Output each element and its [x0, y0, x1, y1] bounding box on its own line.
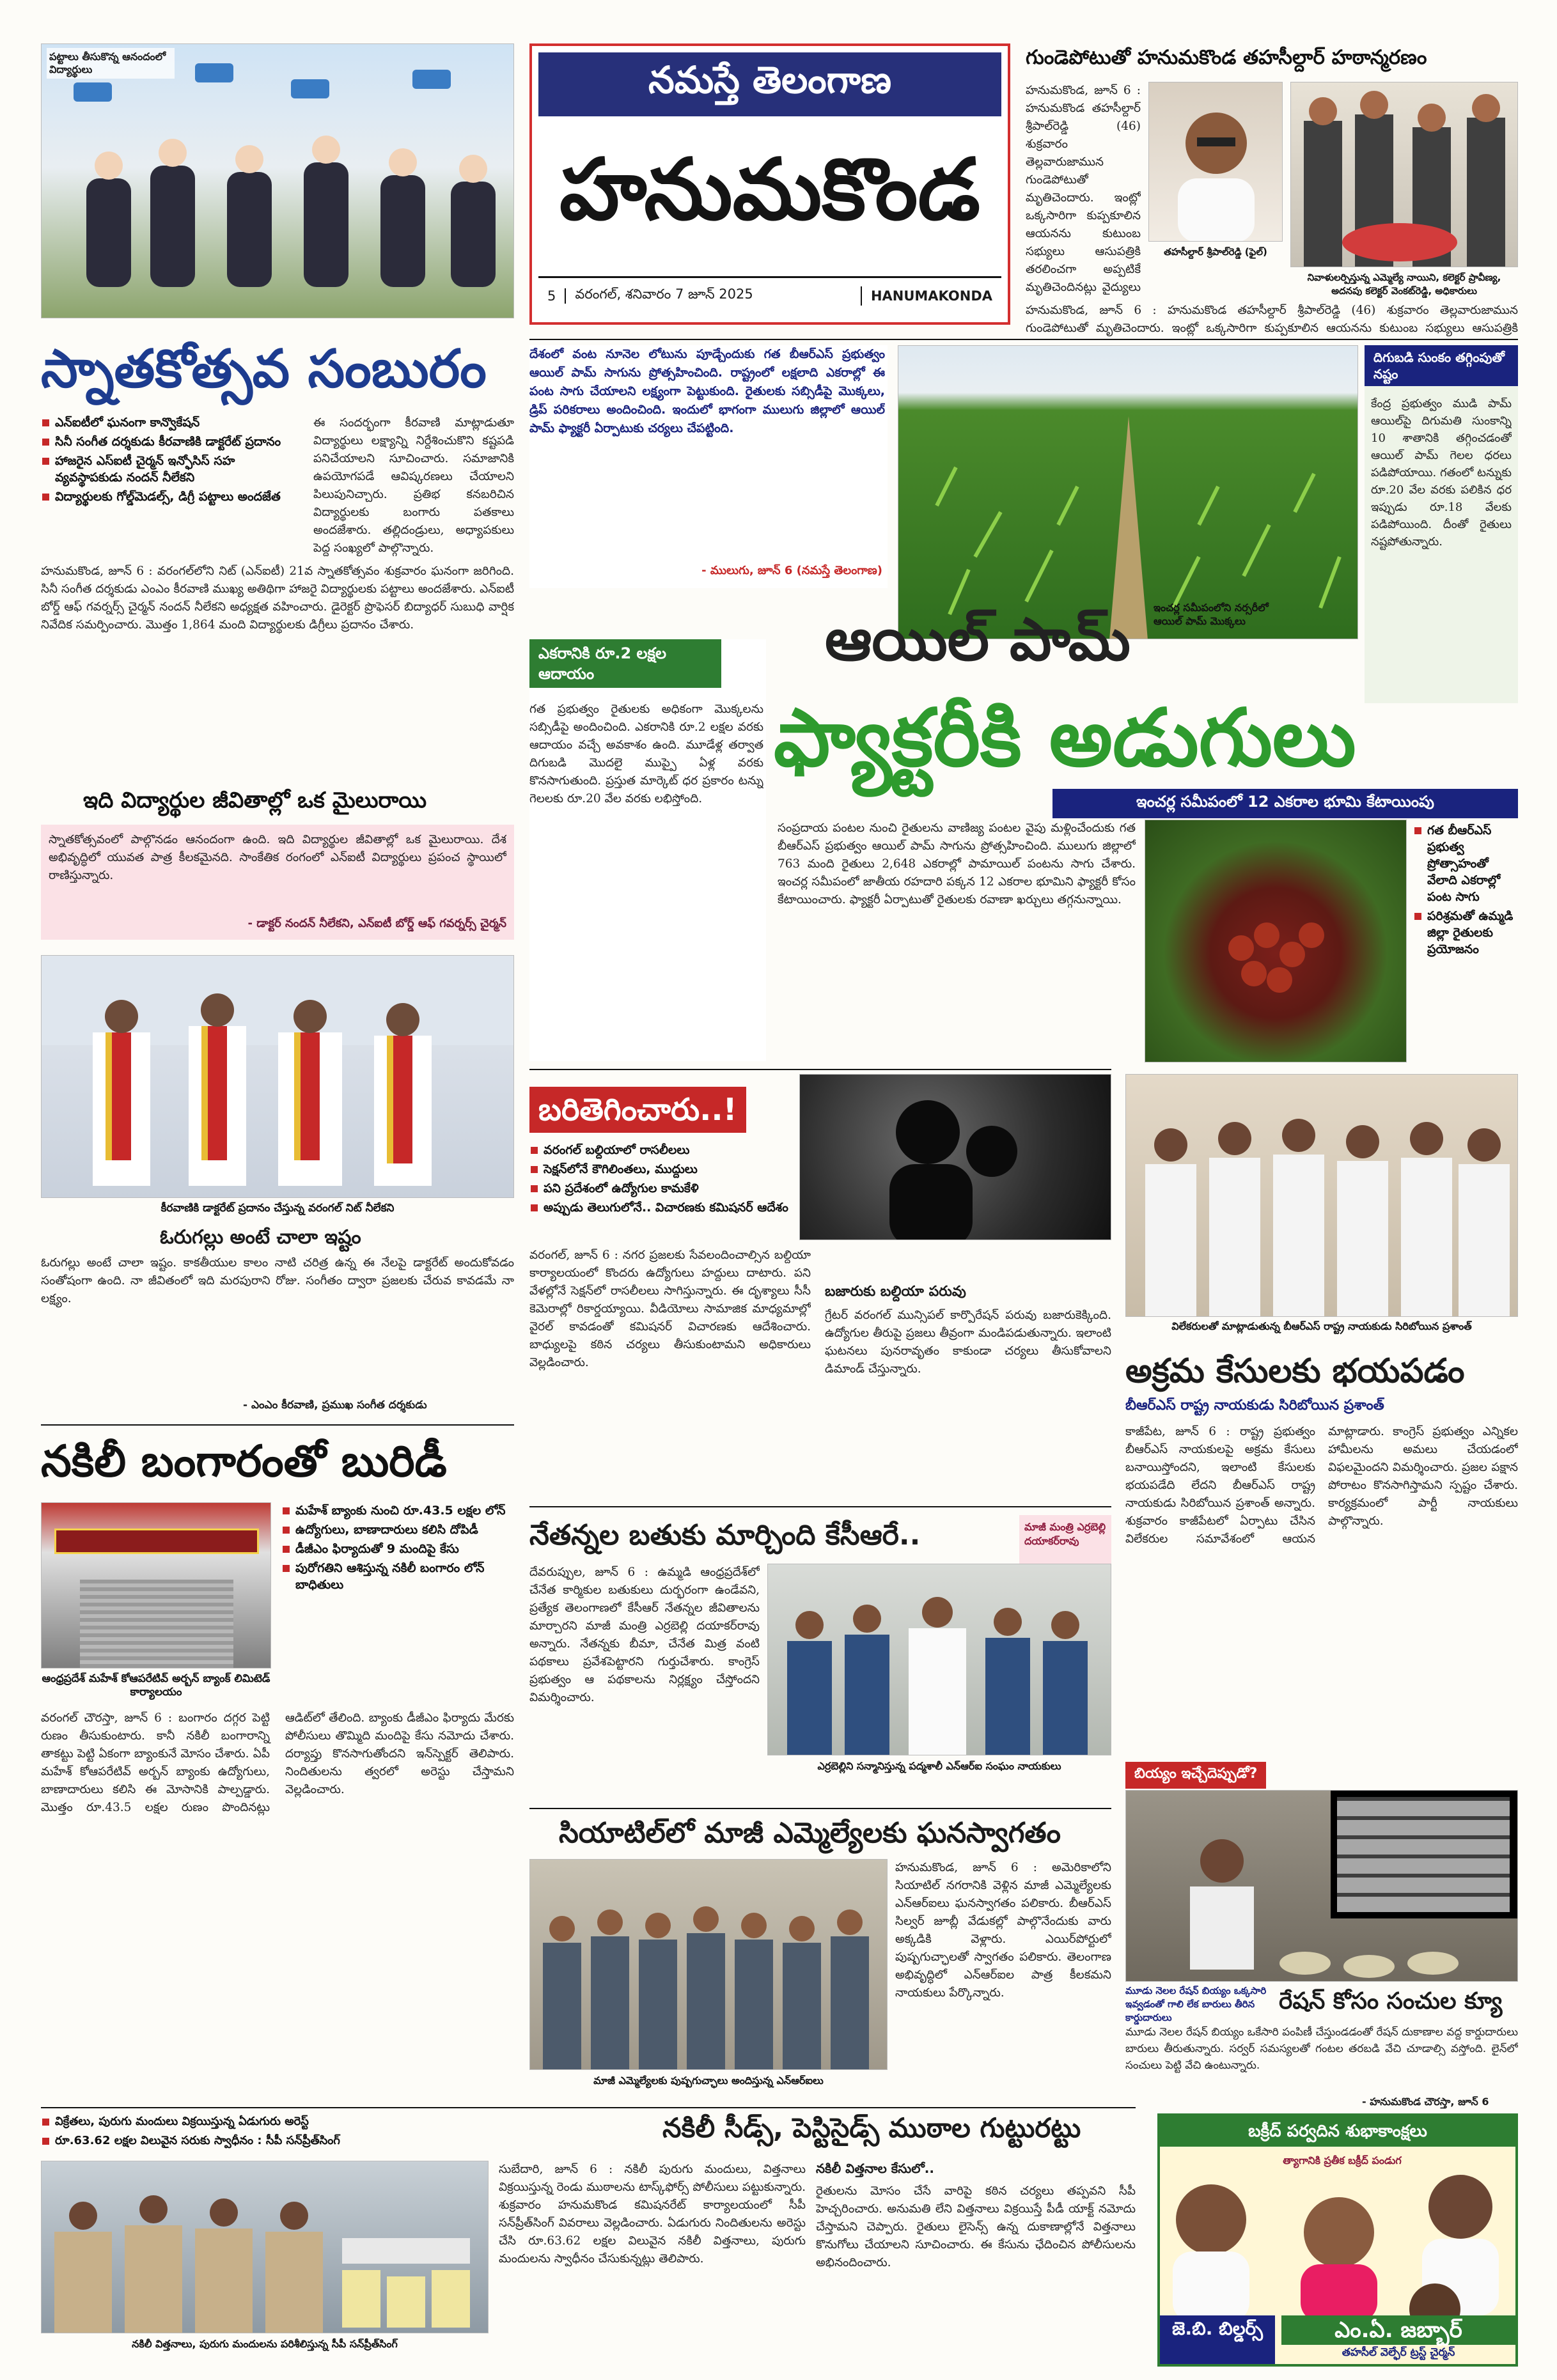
errabelli-headline: నేతన్నల బతుకు మార్చింది కేసీఆరే.. — [529, 1519, 921, 1552]
scandal-bullet: వరంగల్ బల్దియాలో రాసలీలలు — [529, 1142, 792, 1158]
bakrid-advertisement — [1157, 2113, 1518, 2367]
ration-headline: రేషన్ కోసం సంచుల క్యూ — [1279, 1988, 1503, 2014]
import-duty-kicker: దిగుబడి సుంకం తగ్గింపుతో నష్టం — [1365, 345, 1518, 386]
convocation-quote-body: స్నాతకోత్సవంలో పాల్గొనడం ఆనందంగా ఉంది. ఇది విద్యార్థుల జీవితాల్లో ఒక మైలురాయి. దేశ అభివృద్ధిలో యువత పాత్ర కీలకమైనది. సాంకేతిక రంగంలో ఎన్‌ఐటీ విద్యార్థులు ప్రపంచ స్థాయిలో రాణిస్తున్నారు. — [49, 833, 506, 882]
warangal-love-subhead: ఓరుగల్లు అంటే చాలా ఇష్టం — [160, 1226, 361, 1248]
keeravani-photo-caption: కీరవాణికి డాక్టరేట్ ప్రదానం చేస్తున్న వరంగల్ నిట్ నీలేకని — [160, 1202, 395, 1215]
section-rule — [529, 1808, 1111, 1809]
scandal-kicker: బరితెగించారు..! — [529, 1087, 746, 1133]
ration-queue-photo — [1125, 1790, 1518, 1982]
oilpalm-intro-box — [529, 345, 888, 588]
convocation-headline: స్నాతకోత్సవ సంబురం — [41, 339, 487, 400]
felicitation-illustration — [768, 1564, 1111, 1755]
keeravani-doctorate-photo — [41, 955, 514, 1198]
tribute-photo — [1290, 82, 1518, 267]
oilpalm-subhead: ఇంచర్ల సమీపంలో 12 ఎకరాల భూమి కేటాయింపు — [1052, 789, 1518, 818]
ad-title: బక్రీద్ పర్వదిన శుభాకాంక్షలు — [1248, 2122, 1427, 2141]
seeds-body: సుబేదారి, జూన్ 6 : నకిలీ పురుగు మందులు, విత్తనాలు విక్రయిస్తున్న రెండు ముఠాలను టాస్క్‌ఫోర్స్ పోలీసులు పట్టుకున్నారు. శుక్రవారం హనుమకొండ కమిషనరేట్ కార్యాలయంలో సీపీ సన్‌ప్రీత్‌సింగ్ వివరాలు వెల్లడించారు. ఏడుగురు నిందితులను అరెస్టు చేసి రూ.63.62 లక్షల విలువైన నకిలీ విత్తనాలు, పురుగు మందులను స్వాధీనం చేసుకున్నట్లు తెలిపారు. — [499, 2163, 806, 2266]
nursery-illustration — [898, 346, 1358, 639]
convocation-bullet: సినీ సంగీత దర్శకుడు కీరవాణికి డాక్టరేట్ ప్రదానం — [41, 433, 303, 450]
graduates-photo — [41, 43, 514, 318]
fake-gold-bullet: డీజీఎం ఫిర్యాదుతో 9 మందిపై కేసు — [281, 1541, 514, 1557]
brs-headline: అక్రమ కేసులకు భయపడం — [1125, 1352, 1465, 1390]
oilpalm-bullet: పరిశ్రమతో ఉమ్మడి జిల్లా రైతులకు ప్రయోజనం — [1413, 908, 1518, 958]
fake-gold-headline: నకిలీ బంగారంతో బురిడీ — [41, 1436, 447, 1487]
ration-byline: - హనుమకొండ చౌరస్తా, జూన్ 6 — [1362, 2096, 1489, 2108]
tahsildar-body-wide: హనుమకొండ, జూన్ 6 : హనుమకొండ తహసీల్దార్ శ్రీపాల్‌రెడ్డి (46) శుక్రవారం తెల్లవారుజామున గుండెపోటుతో మృతిచెందారు. ఇంట్లో ఒక్కసారిగా కుప్పకూలిన ఆయనను కుటుంబ సభ్యులు ఆసుపత్రికి — [1026, 304, 1518, 335]
brs-body: కాజీపేట, జూన్ 6 : రాష్ట్ర ప్రభుత్వం బీఆర్‌ఎస్ నాయకులపై అక్రమ కేసులు బనాయిస్తోందని, ఇలాంటి కేసులకు భయపడేది లేదని బీఆర్‌ఎస్ రాష్ట్ర నాయకుడు సిరిబోయిన ప్రశాంత్ అన్నారు. శుక్రవారం కాజీపేటలో ఏర్పాటు చేసిన విలేకరుల సమావేశంలో ఆయన మాట్లాడారు. కాంగ్రెస్ ప్రభుత్వం ఎన్నికల హామీలను అమలు చేయడంలో విఫలమైందని విమర్శించారు. ప్రజల పక్షాన పోరాటం కొనసాగిస్తామని స్పష్టం చేశారు. కార్యక్రమంలో పార్టీ నాయకులు పాల్గొన్నారు. — [1125, 1425, 1518, 1546]
income-kicker: ఎకరానికి రూ.2 లక్షల ఆదాయం — [529, 639, 721, 688]
income-body: గత ప్రభుత్వం రైతులకు అధికంగా మొక్కలను సబ్సిడీపై అందించింది. ఎకరానికి రూ.2 లక్షల వరకు ఆదాయం వచ్చే అవకాశం ఉంది. మూడేళ్ల తర్వాత దిగుబడి మొదలై ముప్పై ఏళ్ల వరకు కొనసాగుతుంది. ప్రస్తుత మార్కెట్ ధర ప్రకారం టన్ను గెలలకు రూ.20 వేల వరకు లభిస్తోంది. — [529, 703, 763, 805]
edition-name: హనుమకొండ — [559, 141, 981, 239]
convocation-bullet: విద్యార్థులకు గోల్డ్‌మెడల్స్, డిగ్రీ పట్టాలు అందజేత — [41, 488, 303, 505]
seeds-seizure-photo — [41, 2161, 489, 2333]
fake-gold-bullets — [281, 1502, 514, 1596]
tribute-illustration — [1291, 82, 1518, 267]
convocation-quote-author: - డాక్టర్ నందన్ నీలేకని, ఎన్‌ఐటీ బోర్డ్ ఆఫ్ గవర్నర్స్ చైర్మన్ — [247, 917, 506, 930]
mahesh-bank-caption: ఆంధ్రప్రదేశ్ మహేశ్ కోఆపరేటివ్ అర్బన్ బ్యాంక్ లిమిటెడ్ కార్యాలయం — [42, 1672, 270, 1699]
ad-portraits — [1160, 2149, 1515, 2315]
seattle-welcome-photo — [529, 1859, 888, 2070]
tahsildar-portrait-caption: తహసీల్దార్ శ్రీపాల్‌రెడ్డి (ఫైల్) — [1164, 246, 1267, 258]
seeds-photo-caption: నకిలీ విత్తనాలు, పురుగు మందులను పరిశీలిస్తున్న సీపీ సన్‌ప్రీత్‌సింగ్ — [132, 2338, 398, 2350]
convocation-body-top: ఈ సందర్భంగా కీరవాణి మాట్లాడుతూ విద్యార్థులు లక్ష్యాన్ని నిర్దేశించుకొని కష్టపడి పనిచేయాలని సూచించారు. సమాజానికి ఉపయోగపడే ఆవిష్కరణలు చేయాలని పిలుపునిచ్చారు. ప్రతిభ కనబరిచిన విద్యార్థులకు బంగారు పతకాలు అందజేశారు. తల్లిదండ్రులు, అధ్యాపకులు పెద్ద సంఖ్యలో పాల్గొన్నారు. — [313, 416, 514, 555]
errabelli-photo-caption: ఎర్రబెల్లిని సన్మానిస్తున్న పద్మశాలీ ఎన్‌ఆర్‌ఐ సంఘం నాయకులు — [817, 1760, 1061, 1772]
scandal-bullets — [529, 1142, 792, 1218]
dateline: వరంగల్, శనివారం 7 జూన్ 2025 — [566, 286, 862, 306]
masthead — [529, 43, 1010, 325]
scandal-silhouette-photo — [799, 1074, 1111, 1240]
scandal-bullet: అప్పుడు తెలుగులోనే.. విచారణకు కమిషనర్ ఆదేశం — [529, 1199, 792, 1216]
brs-press-caption: విలేకరులతో మాట్లాడుతున్న బీఆర్‌ఎస్ రాష్ట్ర నాయకుడు సిరిబోయిన ప్రశాంత్ — [1171, 1320, 1472, 1332]
warangal-love-quote: - ఎంఎం కీరవాణి, ప్రముఖ సంగీత దర్శకుడు — [243, 1399, 427, 1412]
tribute-photo-caption: నివాళులర్పిస్తున్న ఎమ్మెల్యే నాయిని, కలెక్టర్ ప్రావీణ్య, అదనపు కలెక్టర్ వెంకట్‌రెడ్డి, అధికారులు — [1307, 272, 1501, 297]
convocation-bullet: హాజరైన ఎస్‌ఐటీ చైర్మన్ ఇన్ఫోసిస్ సహ వ్యవస్థాపకుడు నందన్ నీలేకని — [41, 453, 303, 486]
seattle-photo-caption: మాజీ ఎమ్మెల్యేలకు పుష్పగుచ్ఛాలు అందిస్తున్న ఎన్‌ఆర్‌ఐలు — [593, 2074, 824, 2087]
errabelli-body: దేవరుప్పుల, జూన్ 6 : ఉమ్మడి ఆంధ్రప్రదేశ్‌లో చేనేత కార్మికుల బతుకులు దుర్భరంగా ఉండేవని, ప్రత్యేక తెలంగాణలో కేసీఆర్ నేతన్నల జీవితాలను మార్చారని మాజీ మంత్రి ఎర్రబెల్లి దయాకర్‌రావు అన్నారు. నేతన్నకు బీమా, చేనేత మిత్ర వంటి పథకాలు ప్రవేశపెట్టారని గుర్తుచేశారు. కాంగ్రెస్ ప్రభుత్వం ఆ పథకాలను నిర్లక్ష్యం చేస్తోందని విమర్శించారు. — [529, 1566, 760, 1704]
errabelli-box-text: మాజీ మంత్రి ఎర్రబెల్లి దయాకర్‌రావు — [1024, 1521, 1106, 1547]
ad-subtitle: త్యాగానికి ప్రతీక బక్రీద్ పండుగ — [1283, 2154, 1402, 2166]
tahsildar-headline: గుండెపోటుతో హనుమకొండ తహసీల్దార్ హఠాన్మరణం — [1026, 46, 1427, 69]
tahsildar-body-col: హనుమకొండ, జూన్ 6 : హనుమకొండ తహసీల్దార్ శ్రీపాల్‌రెడ్డి (46) శుక్రవారం తెల్లవారుజామున గుండెపోటుతో మృతిచెందారు. ఇంట్లో ఒక్కసారిగా కుప్పకూలిన ఆయనను కుటుంబ సభ్యులు ఆసుపత్రికి తరలించగా అప్పటికే మృతిచెందినట్లు వైద్యులు — [1026, 84, 1141, 294]
oilpalm-intro: దేశంలో వంట నూనెల లోటును పూడ్చేందుకు గత బీఆర్‌ఎస్ ప్రభుత్వం ఆయిల్ పామ్ సాగును ప్రోత్సహించింది. రాష్ట్రంలో లక్షలాది ఎకరాల్లో ఈ పంట సాగు చేయాలని లక్ష్యంగా పెట్టుకుంది. రైతులకు సబ్సిడీపై మొక్కలు, డ్రిప్ పరికరాలు అందించింది. ఇందులో భాగంగా ములుగు జిల్లాలో ఆయిల్ పామ్ ఫ్యాక్టరీ ఏర్పాటుకు చర్యలు చేపట్టింది. — [529, 347, 885, 435]
brand-name: నమస్తే తెలంగాణ — [648, 58, 891, 102]
silhouette-illustration — [800, 1075, 1111, 1240]
seattle-illustration — [530, 1860, 888, 2070]
fake-gold-body: వరంగల్ చౌరస్తా, జూన్ 6 : బంగారం దగ్గర పెట్టి రుణం తీసుకుంటారు. కానీ నకిలీ బంగారాన్ని తాకట్టు పెట్టి ఏకంగా బ్యాంకునే మోసం చేశారు. ఏపీ మహేశ్ కోఆపరేటివ్ అర్బన్ బ్యాంకు ఉద్యోగులు, బాణాదారులు కలిసి ఈ మోసానికి పాల్పడ్డారు. మొత్తం రూ.43.5 లక్షల రుణం పొందినట్లు ఆడిట్‌లో తేలింది. బ్యాంకు డీజీఎం ఫిర్యాదు మేరకు పోలీసులు తొమ్మిది మందిపై కేసు నమోదు చేశారు. దర్యాప్తు కొనసాగుతోందని ఇన్‌స్పెక్టర్ తెలిపారు. నిందితులను త్వరలో అరెస్టు చేస్తామని వెల్లడించారు. — [41, 1711, 514, 1814]
warangal-love-body: ఓరుగల్లు అంటే చాలా ఇష్టం. కాకతీయుల కాలం నాటి చరిత్ర ఉన్న ఈ నేలపై డాక్టరేట్ అందుకోవడం సంతోషంగా ఉంది. నా జీవితంలో ఇది మరపురాని రోజు. సంగీతం ద్వారా ప్రజలకు చేరువ కావడమే నా లక్ష్యం. — [41, 1256, 514, 1305]
nursery-photo-caption: ఇంచర్ల సమీపంలోని నర్సరీలో ఆయిల్ పామ్ మొక్కలు — [1154, 602, 1269, 627]
graduates-photo-caption: పట్టాలు తీసుకొన్న ఆనందంలో విద్యార్థులు — [47, 48, 175, 79]
income-box — [529, 639, 766, 1061]
fruit-illustration — [1145, 820, 1407, 1062]
fake-gold-bullet: మహేశ్ బ్యాంకు నుంచి రూ.43.5 లక్షల లోన్ — [281, 1502, 514, 1519]
errabelli-felicitation-photo — [767, 1564, 1111, 1755]
tahsildar-portrait — [1148, 82, 1283, 242]
fake-gold-bullet: పురోగతిని ఆశిస్తున్న నకిలీ బంగారం లోన్ బాధితులు — [281, 1560, 514, 1593]
brs-press-photo — [1125, 1074, 1518, 1317]
oilpalm-headline-1: ఆయిల్ పామ్ — [825, 605, 1131, 674]
section-rule — [529, 1506, 1111, 1507]
edition-english: HANUMAKONDA — [870, 288, 992, 304]
seeds-bullet: రూ.63.62 లక్షల విలువైన సరుకు స్వాధీనం : సీపీ సన్‌ప్రీత్‌సింగ్ — [41, 2133, 489, 2149]
convocation-body: హనుమకొండ, జూన్ 6 : వరంగల్‌లోని నిట్‌ (ఎన్‌ఐటీ) 21వ స్నాతకోత్సవం శుక్రవారం ఘనంగా జరిగింది. సినీ సంగీత దర్శకుడు ఎంఎం కీరవాణి ముఖ్య అతిథిగా హాజరై విద్యార్థులకు పట్టాలు అందజేశారు. ఎన్‌ఐటీ బోర్డ్ ఆఫ్ గవర్నర్స్ చైర్మన్ నందన్ నీలేకని అధ్యక్షత వహించారు. డైరెక్టర్ ప్రొఫెసర్ బిద్యాధర్ సుబుధి వార్షిక నివేదిక సమర్పించారు. మొత్తం 1,864 మంది విద్యార్థులకు డిగ్రీలు ప్రదానం చేశారు. — [41, 564, 514, 632]
import-duty-body: కేంద్ర ప్రభుత్వం ముడి పామ్ ఆయిల్‌పై దిగుమతి సుంకాన్ని 10 శాతానికి తగ్గించడంతో ఆయిల్ పామ్ గెలల ధరలు పడిపోయాయి. గతంలో టన్నుకు రూ.20 వేల వరకు పలికిన ధర ఇప్పుడు రూ.18 వేలకు పడిపోయింది. దీంతో రైతులు నష్టపోతున్నారు. — [1371, 397, 1512, 548]
oilpalm-fruit-photo — [1145, 820, 1407, 1062]
convocation-quote-box — [41, 825, 514, 940]
dateline-bar — [538, 276, 1001, 313]
seeds-bullets — [41, 2113, 489, 2152]
seeds-headline: నకిలీ సీడ్స్, పెస్టిసైడ్స్ ముఠాల గుట్టురట్టు — [662, 2112, 1081, 2143]
seeds-subhead: నకిలీ విత్తనాల కేసులో.. — [816, 2161, 934, 2176]
ration-illustration — [1126, 1791, 1518, 1982]
ration-photo-caption: మూడు నెలల రేషన్ బియ్యం ఒక్కసారి ఇవ్వడంతో గాలి లేక బారులు తీరిన కార్డుదారులు — [1125, 1985, 1267, 2023]
ad-brand-1: జె.బి. బిల్డర్స్ — [1160, 2315, 1275, 2364]
convocation-subhead: ఇది విద్యార్థుల జీవితాల్లో ఒక మైలురాయి — [83, 788, 427, 813]
scandal-bullet: సెక్షన్‌లోనే కౌగిలింతలు, ముద్దులు — [529, 1161, 792, 1178]
ad-brand-2-sub: తహసీల్ వెల్ఫేర్ ట్రస్ట్ చైర్మన్ — [1342, 2346, 1455, 2359]
graduates-illustration — [42, 44, 514, 318]
import-duty-box — [1365, 345, 1518, 703]
bank-signboard — [54, 1528, 259, 1554]
brs-subhead: బీఆర్‌ఎస్ రాష్ట్ర నాయకుడు సిరిబోయిన ప్రశాంత్ — [1125, 1397, 1384, 1413]
scandal-subhead: బజారుకు బల్దియా పరువు — [825, 1284, 966, 1300]
scandal-bullet: పని ప్రదేశంలో ఉద్యోగుల కామకేళి — [529, 1180, 792, 1197]
section-rule — [41, 1424, 514, 1426]
oilpalm-main-body: సంప్రదాయ పంటల నుంచి రైతులను వాణిజ్య పంటల వైపు మళ్లించేందుకు గత బీఆర్‌ఎస్ ప్రభుత్వం ఆయిల్ పామ్ సాగును ప్రోత్సహించింది. ములుగు జిల్లాలో 763 మంది రైతులు 2,648 ఎకరాల్లో పామాయిల్ పంటను సాగు చేశారు. ఇంచర్ల సమీపంలో జాతీయ రహదారి పక్కన 12 ఎకరాల భూమిని ఫ్యాక్టరీ కోసం కేటాయించారు. ఫ్యాక్టరీ ఏర్పాటుతో రైతులకు రవాణా ఖర్చులు తగ్గనున్నాయి. — [778, 821, 1136, 906]
ad-title-bar — [1160, 2116, 1515, 2147]
section-rule — [41, 2107, 1136, 2108]
ration-body: మూడు నెలల రేషన్ బియ్యం ఒకేసారి పంపిణీ చేస్తుండడంతో రేషన్ దుకాణాల వద్ద కార్డుదారులు బారులు తీరుతున్నారు. సర్వర్ సమస్యలతో గంటల తరబడి వేచి చూడాల్సి వస్తోంది. లైన్‌లో సంచులు పెట్టి వేచి ఉంటున్నారు. — [1125, 2026, 1518, 2072]
page-number: 5 — [538, 288, 566, 304]
seizure-illustration — [42, 2161, 489, 2333]
scandal-body: వరంగల్, జూన్ 6 : నగర ప్రజలకు సేవలందించాల్సిన బల్దియా కార్యాలయంలో కొందరు ఉద్యోగులు హద్దులు దాటారు. పని వేళల్లోనే సెక్షన్‌లో రాసలీలలు సాగిస్తున్నారు. ఈ దృశ్యాలు సీసీ కెమెరాల్లో రికార్డయ్యాయి. వీడియోలు సామాజిక మాధ్యమాల్లో వైరల్ కావడంతో కమిషనర్ విచారణకు ఆదేశించారు. బాధ్యులపై కఠిన చర్యలు తీసుకుంటామని అధికారులు వెల్లడించారు. — [529, 1248, 811, 1369]
mahesh-bank-photo — [41, 1502, 271, 1668]
convocation-bullet: ఎన్‌ఐటీలో ఘనంగా కాన్వొకేషన్ — [41, 414, 303, 431]
section-rule — [529, 339, 1518, 340]
ad-brand-2: ఎం.ఏ. జబ్బార్ — [1281, 2315, 1515, 2345]
press-meet-illustration — [1126, 1075, 1518, 1317]
section-rule — [529, 1069, 1111, 1070]
oilpalm-bullets — [1413, 822, 1518, 960]
bank-shutter — [80, 1580, 233, 1668]
fake-gold-bullet: ఉద్యోగులు, బాణాదారులు కలిసి దోపిడీ — [281, 1521, 514, 1538]
errabelli-box — [1019, 1515, 1111, 1566]
scandal-body2: గ్రేటర్ వరంగల్ మున్సిపల్ కార్పొరేషన్ పరువు బజారుకెక్కింది. ఉద్యోగుల తీరుపై ప్రజలు తీవ్రంగా మండిపడుతున్నారు. ఇలాంటి ఘటనలు పునరావృతం కాకుండా చర్యలు తీసుకోవాలని డిమాండ్ చేస్తున్నారు. — [825, 1309, 1111, 1376]
seattle-headline: సియాటిల్‌లో మాజీ ఎమ్మెల్యేలకు ఘనస్వాగతం — [559, 1817, 1061, 1849]
seeds-body2: రైతులను మోసం చేసే వారిపై కఠిన చర్యలు తప్పవని సీపీ హెచ్చరించారు. అనుమతి లేని విత్తనాలు విక్రయిస్తే పీడీ యాక్ట్ నమోదు చేస్తామని చెప్పారు. రైతులు లైసెన్స్ ఉన్న దుకాణాల్లోనే విత్తనాలు కొనుగోలు చేయాలని సూచించారు. ఈ కేసును ఛేదించిన పోలీసులను అభినందించారు. — [816, 2184, 1136, 2269]
convocation-bullets — [41, 414, 303, 508]
ration-kicker: బియ్యం ఇచ్చేదెప్పుడో? — [1125, 1762, 1266, 1789]
oilpalm-headline-2: ఫ్యాక్టరీకి అడుగులు — [774, 692, 1356, 784]
ceremony-illustration — [42, 956, 514, 1198]
seeds-bullet: విక్రేతలు, పురుగు మందులు విక్రయిస్తున్న ఏడుగురు అరెస్ట్ — [41, 2113, 489, 2130]
seattle-body: హనుమకొండ, జూన్ 6 : అమెరికాలోని సియాటిల్ నగరానికి వెళ్లిన మాజీ ఎమ్మెల్యేలకు ఎన్‌ఆర్‌ఐలు ఘనస్వాగతం పలికారు. బీఆర్‌ఎస్ సిల్వర్ జూబ్లీ వేడుకల్లో పాల్గొనేందుకు వారు అక్కడికి వెళ్లారు. ఎయిర్‌పోర్టులో పుష్పగుచ్ఛాలతో స్వాగతం పలికారు. తెలంగాణ అభివృద్ధిలో ఎన్‌ఆర్‌ఐల పాత్ర కీలకమని నాయకులు పేర్కొన్నారు. — [895, 1861, 1111, 2000]
oilpalm-nursery-photo — [898, 345, 1358, 639]
portrait-illustration — [1149, 82, 1283, 242]
brand-band — [538, 52, 1001, 116]
oilpalm-intro-byline: - ములుగు, జూన్ 6 (నమస్తే తెలంగాణ) — [701, 564, 882, 577]
oilpalm-bullet: గత బీఆర్‌ఎస్ ప్రభుత్వ ప్రోత్సాహంతో వేలాది ఎకరాల్లో పంట సాగు — [1413, 822, 1518, 905]
